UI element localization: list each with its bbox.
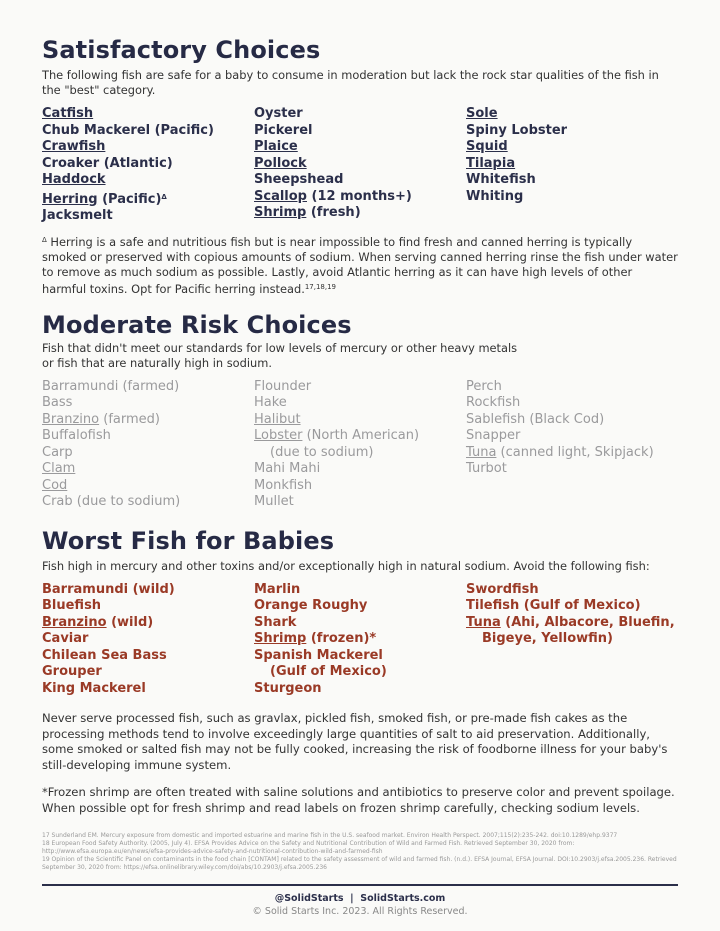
- fish-item[interactable]: [42, 615, 254, 632]
- worst-intro: Fish high in mercury and other toxins and/or exceptionally high in natural sodium. Avoid the following fish:: [42, 558, 650, 573]
- fish-name: Sablefish (Black Cod): [466, 411, 605, 427]
- fish-item: [254, 615, 466, 632]
- moderate-list: [42, 379, 678, 511]
- fish-column: [466, 379, 678, 511]
- fish-name: Bass: [42, 395, 73, 410]
- fish-item: [466, 598, 678, 615]
- instagram-handle[interactable]: @SolidStarts: [274, 893, 344, 904]
- fish-item[interactable]: [254, 139, 466, 156]
- footer-handles: [42, 892, 678, 905]
- fish-link[interactable]: Cod: [42, 477, 68, 493]
- fish-item[interactable]: [42, 172, 254, 189]
- frozen-shrimp-paragraph: *Frozen shrimp are often treated with saline solutions and antibiotics to preserve color and prevent spoilage. When possible opt for fresh shrimp and read labels on frozen shrimp carefully, checking sodium levels.: [42, 785, 675, 815]
- fish-qualifier: (due to sodium): [72, 494, 181, 509]
- fish-name: Whiting: [466, 188, 524, 204]
- fish-name: Monkfish: [254, 477, 313, 493]
- fish-item[interactable]: [254, 428, 466, 445]
- fish-item: [42, 631, 254, 648]
- worst-list: [42, 582, 678, 698]
- fish-qualifier: (Ahi, Albacore, Bluefin,: [500, 614, 675, 630]
- fish-name: Barramundi (wild): [42, 581, 175, 597]
- fish-name: Whitefish: [466, 172, 536, 187]
- fish-item: [42, 379, 254, 396]
- fish-item: [42, 648, 254, 665]
- footer-separator: |: [350, 893, 354, 904]
- fish-qualifier: (frozen)*: [306, 631, 377, 646]
- fish-qualifier: (fresh): [306, 205, 361, 220]
- fish-qualifier: (canned light, Skipjack): [496, 444, 654, 460]
- references: [42, 832, 678, 872]
- fish-link[interactable]: Branzino: [42, 411, 100, 427]
- fish-item: [42, 395, 254, 412]
- section-title-worst: Worst Fish for Babies: [42, 526, 335, 555]
- fish-qualifier: (North American): [302, 428, 420, 443]
- fish-item[interactable]: [42, 478, 254, 495]
- fish-name: Hake: [254, 395, 287, 410]
- website-link[interactable]: SolidStarts.com: [360, 893, 446, 904]
- fish-item: [466, 428, 678, 445]
- fish-item: [466, 189, 678, 206]
- fish-item: [254, 478, 466, 495]
- fish-item: [42, 445, 254, 462]
- fish-name: Bigeye, Yellowfin): [482, 631, 613, 646]
- fish-item: [42, 681, 254, 698]
- fish-name: Mullet: [254, 494, 294, 509]
- fish-item: [42, 123, 254, 140]
- fish-item: [254, 445, 466, 462]
- fish-item: [42, 428, 254, 445]
- fish-name: Perch: [466, 378, 502, 394]
- fish-name: (due to sodium): [270, 444, 374, 460]
- fish-item: [466, 379, 678, 396]
- fish-column: [254, 379, 466, 511]
- fish-name: Jacksmelt: [42, 208, 113, 223]
- fish-name: Pickerel: [254, 122, 313, 138]
- fish-link[interactable]: Tuna: [466, 444, 497, 460]
- fish-item: [254, 395, 466, 412]
- fish-item[interactable]: [466, 106, 678, 123]
- fish-item[interactable]: [254, 412, 466, 429]
- satisfactory-intro: The following fish are safe for a baby to consume in moderation but lack the rock star qualities of the fish in the "best" category.: [42, 68, 659, 97]
- fish-name: Bluefish: [42, 598, 102, 613]
- fish-item[interactable]: [42, 189, 254, 209]
- satisfactory-list: [42, 106, 678, 225]
- fish-name: Grouper: [42, 664, 102, 679]
- fish-link[interactable]: Squid: [466, 139, 508, 154]
- fish-name: Oyster: [254, 106, 303, 121]
- fish-column: [254, 106, 466, 225]
- fish-name: Shark: [254, 614, 297, 630]
- fish-name: (Gulf of Mexico): [270, 664, 387, 679]
- fish-name: Snapper: [466, 428, 521, 443]
- fish-item: [254, 598, 466, 615]
- fish-name: Crab: [42, 494, 73, 509]
- fish-item: [466, 395, 678, 412]
- fish-link[interactable]: Herring: [42, 191, 98, 207]
- fish-item[interactable]: [254, 156, 466, 173]
- fish-column: [466, 582, 678, 698]
- processed-fish-paragraph: Never serve processed fish, such as gravlax, pickled fish, smoked fish, or pre-made fish cakes as the processing methods tend to involve exceedingly large quantities of salt to aid preservation. Additionally, some smoked or salted fish may not be fully cooked, increasing the risk of foodborne illness for your baby's still-developing immune system.: [42, 711, 668, 772]
- delta-mark-icon: Δ: [42, 235, 47, 244]
- fish-name: Spiny Lobster: [466, 122, 568, 138]
- fish-item: [254, 106, 466, 123]
- fish-column: [42, 106, 254, 225]
- fish-item: [42, 208, 254, 225]
- fish-item[interactable]: [466, 445, 678, 462]
- delta-mark-icon: Δ: [161, 192, 167, 201]
- fish-item: [254, 681, 466, 698]
- fish-name: Flounder: [254, 378, 312, 394]
- fish-name: Marlin: [254, 581, 301, 597]
- fish-link[interactable]: Branzino: [42, 614, 107, 630]
- fish-name: Caviar: [42, 631, 89, 646]
- fish-name: Turbot: [466, 461, 507, 476]
- fish-name: Buffalofish: [42, 428, 111, 443]
- fish-item: [42, 598, 254, 615]
- fish-column: [254, 582, 466, 698]
- fish-link[interactable]: Crawfish: [42, 139, 106, 154]
- fish-link[interactable]: Shrimp: [254, 631, 307, 646]
- fish-item: [466, 461, 678, 478]
- fish-item[interactable]: [42, 106, 254, 123]
- fish-name: Chilean Sea Bass: [42, 647, 167, 663]
- fish-item: [254, 582, 466, 599]
- fish-item[interactable]: [42, 412, 254, 429]
- fish-name: Tilefish (Gulf of Mexico): [466, 598, 641, 613]
- fish-item: [254, 123, 466, 140]
- fish-item: [466, 631, 678, 648]
- fish-link[interactable]: Pollock: [254, 155, 307, 171]
- fish-link[interactable]: Shrimp: [254, 205, 307, 220]
- fish-link[interactable]: Sole: [466, 106, 498, 121]
- section-title-moderate: Moderate Risk Choices: [42, 310, 352, 339]
- fish-item: [254, 494, 466, 511]
- fish-name: Swordfish: [466, 581, 539, 597]
- copyright: © Solid Starts Inc. 2023. All Rights Reserved.: [252, 906, 468, 917]
- fish-name: Carp: [42, 444, 73, 460]
- fish-name: King Mackerel: [42, 680, 146, 696]
- fish-item[interactable]: [466, 156, 678, 173]
- fish-name: Rockfish: [466, 395, 521, 410]
- moderate-intro: [42, 341, 678, 371]
- herring-note-text: Herring is a safe and nutritious fish but is near impossible to find fresh and canned herring is typically smoked or preserved with copious amounts of sodium. When serving canned herring rinse the fish under water to remove as much sodium as possible. Lastly, avoid Atlantic herring as it can have high levels of other harmful toxins. Opt for Pacific herring instead.: [42, 234, 678, 296]
- fish-link[interactable]: Tuna: [466, 614, 501, 630]
- fish-link[interactable]: Catfish: [42, 106, 94, 121]
- fish-qualifier: (12 months+): [307, 188, 412, 204]
- footer-divider: [42, 884, 678, 886]
- fish-qualifier: (farmed): [99, 411, 160, 427]
- reference-item: 18 European Food Safety Authority. (2005, July 4). EFSA Provides Advice on the Safety and Nutritional Contribution of Wild and Farmed Fish. Retrieved September 30, 2020 from: http://www.efsa.europa.eu/en/news/efsa-provides-advice-safety-and-nutritional-contribution-wild-and-farmed-fish: [42, 840, 575, 855]
- fish-link[interactable]: Haddock: [42, 172, 106, 187]
- fish-item: [254, 648, 466, 665]
- fish-item: [42, 582, 254, 599]
- fish-item[interactable]: [42, 139, 254, 156]
- fish-name: Spanish Mackerel: [254, 647, 383, 663]
- fish-item: [254, 664, 466, 681]
- fish-item: [466, 172, 678, 189]
- fish-name: Croaker (Atlantic): [42, 155, 173, 171]
- fish-qualifier: (Pacific): [97, 191, 162, 207]
- fish-item: [466, 582, 678, 599]
- fish-item[interactable]: [466, 615, 678, 632]
- fish-name: Barramundi: [42, 378, 119, 394]
- fish-item[interactable]: [42, 461, 254, 478]
- fish-column: [42, 379, 254, 511]
- fish-item: [42, 664, 254, 681]
- fish-name: Chub Mackerel (Pacific): [42, 122, 214, 138]
- section-title-satisfactory: Satisfactory Choices: [42, 36, 321, 64]
- fish-link[interactable]: Tilapia: [466, 155, 516, 171]
- moderate-intro-line2: or fish that are naturally high in sodium.: [42, 355, 272, 370]
- fish-item[interactable]: [254, 205, 466, 222]
- fish-item[interactable]: [254, 631, 466, 648]
- reference-item: 17 Sunderland EM. Mercury exposure from domestic and imported estuarine and marine fish in the U.S. seafood market. Environ Health Perspect. 2007;115(2):235-242. doi:10.1289/ehp.9377: [42, 832, 618, 839]
- fish-item[interactable]: [254, 189, 466, 206]
- fish-item: [42, 494, 254, 511]
- fish-column: [466, 106, 678, 225]
- fish-item: [466, 412, 678, 429]
- fish-item: [254, 379, 466, 396]
- fish-name: Mahi Mahi: [254, 461, 321, 476]
- fish-qualifier: (farmed): [118, 378, 180, 394]
- fish-item: [254, 461, 466, 478]
- fish-item[interactable]: [466, 139, 678, 156]
- fish-name: Sheepshead: [254, 172, 344, 187]
- fish-qualifier: (wild): [106, 614, 154, 630]
- moderate-intro-line1: Fish that didn't meet our standards for low levels of mercury or other heavy metals: [42, 340, 518, 355]
- fish-link[interactable]: Halibut: [254, 411, 301, 427]
- fish-name: Orange Roughy: [254, 598, 368, 613]
- fish-link[interactable]: Plaice: [254, 139, 298, 154]
- fish-link[interactable]: Scallop: [254, 188, 307, 204]
- note-ref-marks: 17,18,19: [304, 282, 336, 291]
- footer: [42, 892, 678, 918]
- fish-link[interactable]: Lobster: [254, 428, 303, 443]
- reference-item: 19 Opinion of the Scientific Panel on contaminants in the food chain [CONTAM] related to the safety assessment of wild and farmed fish. (n.d.). EFSA Journal, EFSA Journal. DOI:10.2903/j.efsa.2005.236. Retrieved September 30, 2020 from: https://efsa.onlinelibrary.wiley.com/doi/abs/10.2903/j.efsa.2005.236: [42, 856, 677, 871]
- fish-item: [466, 123, 678, 140]
- fish-item: [254, 172, 466, 189]
- herring-note: [42, 233, 678, 297]
- fish-link[interactable]: Clam: [42, 461, 76, 476]
- fish-item: [42, 156, 254, 173]
- fish-column: [42, 582, 254, 698]
- fish-name: Sturgeon: [254, 680, 322, 696]
